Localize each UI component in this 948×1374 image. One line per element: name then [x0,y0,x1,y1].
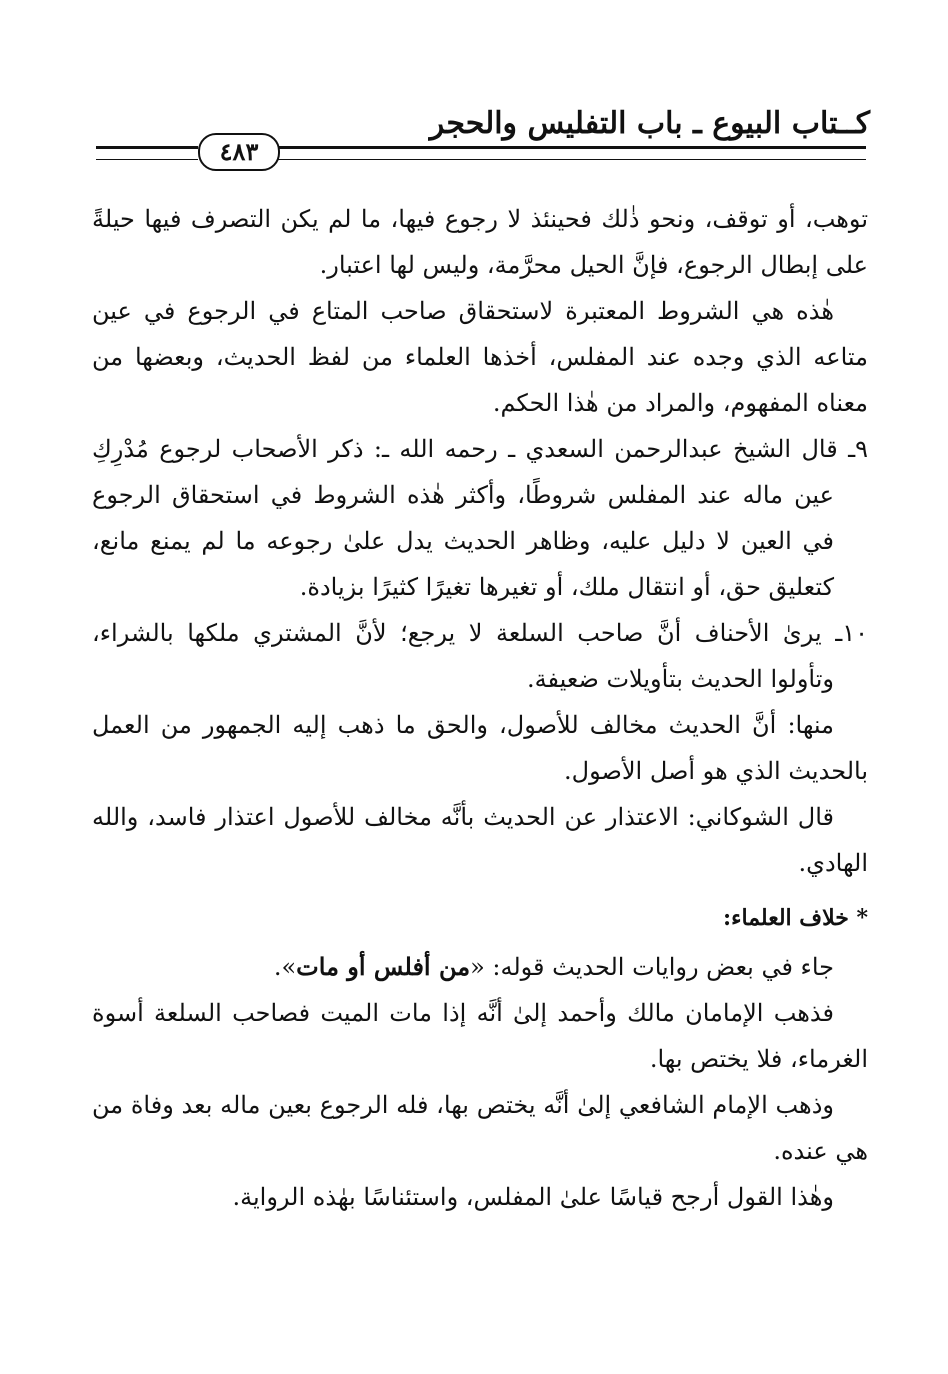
paragraph-3: منها: أنَّ الحديث مخالف للأصول، والحق ما ذهب إليه الجمهور من العمل بالحديث الذي هو أصل الأصول. [92,711,868,785]
header-rule-left [96,146,198,160]
page-number: ٤٨٣ [198,133,280,171]
paragraph-6: فذهب الإمامان مالك وأحمد إلىٰ أنَّه إذا مات الميت فصاحب السلعة أسوة الغرماء، فلا يختص بها. [92,999,868,1073]
running-header-title: كــتاب البيوع ـ باب التفليس والحجر [429,106,870,141]
paragraph-5 [92,944,868,990]
paragraph-5-prefix: جاء في بعض روايات الحديث قوله: « [470,953,834,981]
item-9-text: قال الشيخ عبدالرحمن السعدي ـ رحمه الله ـ: ذكر الأصحاب لرجوع مُدْرِكِ عين ماله عند المفلس شروطًا، وأكثر هٰذه الشروط في استحقاق الرجوع في العين لا دليل عليه، وظاهر الحديث يدل علىٰ رجوعه ما لم يمنع مانع، كتعليق حق، أو انتقال ملك، أو تغيرها تغيرًا كثيرًا بزيادة. [92,435,838,601]
paragraph-4: قال الشوكاني: الاعتذار عن الحديث بأنَّه مخالف للأصول اعتذار فاسد، والله الهادي. [92,803,868,877]
paragraph-1: توهب، أو توقف، ونحو ذٰلك فحينئذ لا رجوع فيها، ما لم يكن التصرف فيها حيلةً على إبطال الرجوع، فإنَّ الحيل محرَّمة، وليس لها اعتبار. [92,205,868,279]
header-rule-right [276,146,866,160]
main-text [92,196,868,1220]
item-10-number: ١٠ـ [835,619,868,647]
paragraph-2: هٰذه هي الشروط المعتبرة لاستحقاق صاحب المتاع في الرجوع في عين متاعه الذي وجده عند المفلس، أخذها العلماء من لفظ الحديث، وبعضها من معناه المفهوم، والمراد من هٰذا الحكم. [92,297,868,417]
item-9-number: ٩ـ [848,435,868,463]
item-10-text: يرىٰ الأحناف أنَّ صاحب السلعة لا يرجع؛ لأنَّ المشتري ملكها بالشراء، وتأولوا الحديث بتأويلات ضعيفة. [92,619,834,693]
paragraph-8: وهٰذا القول أرجح قياسًا علىٰ المفلس، واستئناسًا بهٰذه الرواية. [232,1183,834,1211]
paragraph-5-suffix: ». [273,953,297,981]
paragraph-7: وذهب الإمام الشافعي إلىٰ أنَّه يختص بها، فله الرجوع بعين ماله بعد وفاة من هي عنده. [92,1091,868,1165]
section-heading: * خلاف العلماء: [723,905,868,931]
list-item-9 [92,426,868,610]
list-item-10 [92,610,868,702]
hadith-quote: من أفلس أو مات [296,952,471,981]
